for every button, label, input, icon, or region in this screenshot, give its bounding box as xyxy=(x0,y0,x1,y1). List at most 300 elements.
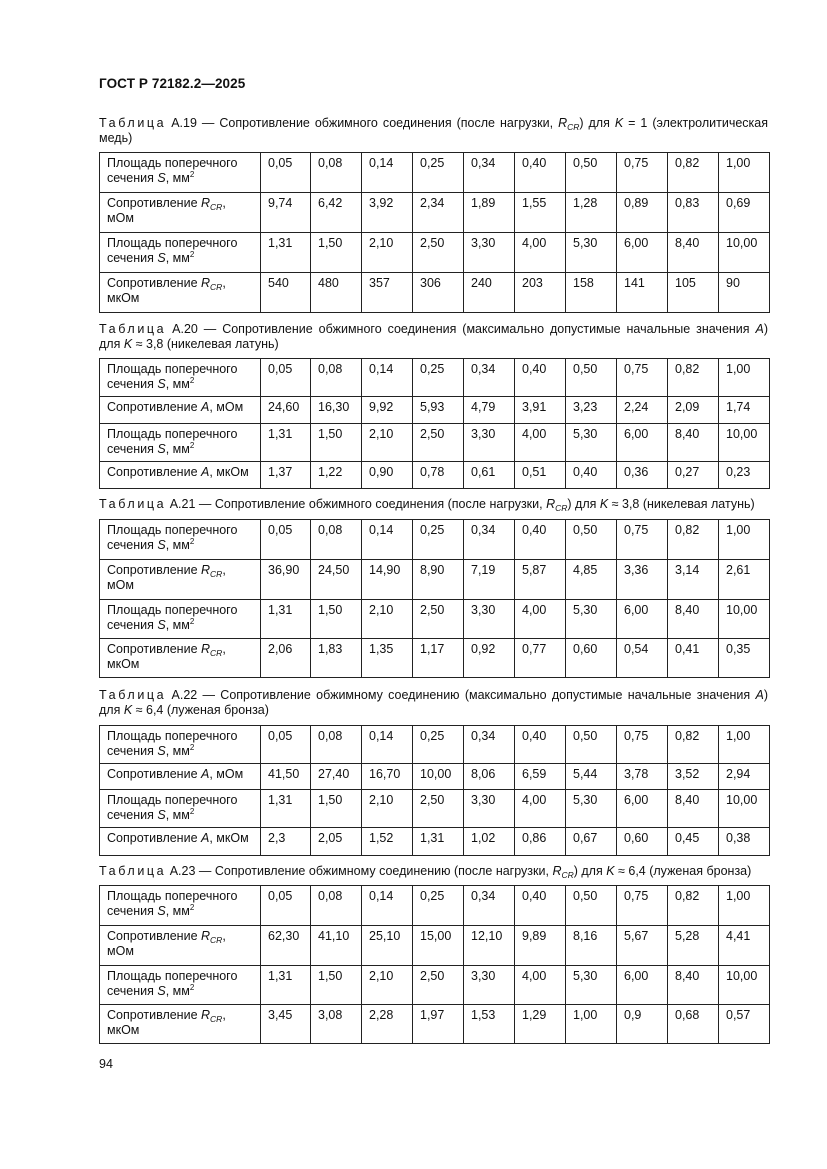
table-cell: 240 xyxy=(464,273,515,313)
table-cell: 1,89 xyxy=(464,193,515,233)
table-row xyxy=(100,359,770,397)
caption-text: ) для xyxy=(99,688,768,717)
table-cell: 4,00 xyxy=(515,966,566,1005)
table-cell: 0,40 xyxy=(515,359,566,397)
row-label-unit: , мм xyxy=(165,537,190,552)
row-label-superscript: 2 xyxy=(189,982,195,992)
row-label-text: Сопротивление xyxy=(107,563,201,577)
row-label-symbol: S xyxy=(157,743,166,758)
row-label xyxy=(100,726,261,764)
table-cell: 3,30 xyxy=(464,424,515,462)
table-cell: 0,05 xyxy=(261,153,311,193)
table-cell: 2,50 xyxy=(413,233,464,273)
row-label-text: Площадь поперечного сечения xyxy=(107,236,238,265)
table-cell: 0,40 xyxy=(515,153,566,193)
table-cell: 0,50 xyxy=(566,886,617,926)
table-cell: 2,10 xyxy=(362,966,413,1005)
row-label-symbol: R xyxy=(201,276,211,290)
table-cell: 2,09 xyxy=(668,397,719,424)
table-cell: 0,75 xyxy=(617,726,668,764)
table-cell: 357 xyxy=(362,273,413,313)
row-label-superscript: 2 xyxy=(189,169,195,179)
table-cell: 158 xyxy=(566,273,617,313)
table-cell: 1,50 xyxy=(311,233,362,273)
row-label-symbol: A xyxy=(201,400,210,414)
row-label-unit: , мм xyxy=(165,983,190,998)
table-cell: 3,52 xyxy=(668,764,719,790)
table-word: Таблица xyxy=(99,322,167,336)
table-cell: 4,41 xyxy=(719,926,770,966)
table-cell: 5,28 xyxy=(668,926,719,966)
row-label-symbol: R xyxy=(201,196,211,210)
table-cell: 2,50 xyxy=(413,600,464,639)
row-label-unit: , мкОм xyxy=(209,831,249,845)
row-label-superscript: 2 xyxy=(189,616,195,626)
table-cell: 3,23 xyxy=(566,397,617,424)
table-row xyxy=(100,560,770,600)
row-label-superscript: 2 xyxy=(189,806,195,816)
table-row xyxy=(100,828,770,856)
table-cell: 0,68 xyxy=(668,1005,719,1044)
table-number: А.21 xyxy=(169,497,196,511)
table-cell: 1,50 xyxy=(311,424,362,462)
table-cell: 105 xyxy=(668,273,719,313)
table-cell: 3,78 xyxy=(617,764,668,790)
row-label-text: Сопротивление xyxy=(107,465,201,479)
table-cell: 6,00 xyxy=(617,233,668,273)
row-label-symbol: A xyxy=(201,767,210,781)
row-label-symbol: A xyxy=(201,831,210,845)
table-cell: 0,67 xyxy=(566,828,617,856)
table-cell: 5,30 xyxy=(566,790,617,828)
table-cell: 1,74 xyxy=(719,397,770,424)
table-cell: 2,50 xyxy=(413,966,464,1005)
table-cell: 0,75 xyxy=(617,153,668,193)
data-table xyxy=(99,885,770,1044)
table-cell: 0,51 xyxy=(515,462,566,489)
table-cell: 0,50 xyxy=(566,359,617,397)
table-cell: 0,25 xyxy=(413,359,464,397)
table-cell: 0,82 xyxy=(668,886,719,926)
table-cell: 8,40 xyxy=(668,790,719,828)
row-label-text: Площадь поперечного сечения xyxy=(107,793,238,822)
table-cell: 1,52 xyxy=(362,828,413,856)
row-label-symbol: A xyxy=(201,465,210,479)
table-cell: 1,02 xyxy=(464,828,515,856)
table-cell: 10,00 xyxy=(719,966,770,1005)
table-row xyxy=(100,424,770,462)
table-cell: 1,00 xyxy=(719,726,770,764)
table-number: А.23 xyxy=(169,864,196,878)
row-label-unit: , мм xyxy=(165,617,190,632)
table-cell: 3,08 xyxy=(311,1005,362,1044)
row-label-symbol: R xyxy=(201,1008,211,1022)
row-label-unit: , мкОм xyxy=(107,642,226,671)
row-label xyxy=(100,560,261,600)
table-cell: 1,00 xyxy=(566,1005,617,1044)
table-cell: 0,34 xyxy=(464,726,515,764)
table-cell: 62,30 xyxy=(261,926,311,966)
caption-text: ) для xyxy=(99,322,768,351)
row-label-subscript: CR xyxy=(210,1014,223,1024)
row-label xyxy=(100,359,261,397)
row-label-symbol: S xyxy=(157,617,166,632)
table-cell: 0,50 xyxy=(566,726,617,764)
table-cell: 3,30 xyxy=(464,600,515,639)
table-caption xyxy=(99,497,768,512)
row-label-symbol: R xyxy=(201,929,211,943)
row-label-text: Сопротивление xyxy=(107,1008,201,1022)
row-label-symbol: S xyxy=(157,376,166,391)
table-cell: 0,77 xyxy=(515,639,566,678)
table-number: А.22 xyxy=(171,688,198,702)
table-cell: 3,30 xyxy=(464,790,515,828)
table-cell: 1,50 xyxy=(311,600,362,639)
table-cell: 6,59 xyxy=(515,764,566,790)
table-cell: 1,55 xyxy=(515,193,566,233)
table-cell: 0,40 xyxy=(566,462,617,489)
caption-text: — Сопротивление обжимному соединению (максимально допустимые начальные значения xyxy=(197,688,756,702)
table-cell: 0,23 xyxy=(719,462,770,489)
table-cell: 1,28 xyxy=(566,193,617,233)
document-header: ГОСТ Р 72182.2—2025 xyxy=(99,76,246,91)
table-cell: 2,10 xyxy=(362,424,413,462)
table-cell: 25,10 xyxy=(362,926,413,966)
table-cell: 0,54 xyxy=(617,639,668,678)
row-label xyxy=(100,273,261,313)
row-label-symbol: S xyxy=(157,250,166,265)
table-cell: 7,19 xyxy=(464,560,515,600)
caption-k-symbol: K xyxy=(123,337,133,351)
table-cell: 2,10 xyxy=(362,600,413,639)
table-cell: 0,05 xyxy=(261,726,311,764)
table-cell: 1,31 xyxy=(261,233,311,273)
table-cell: 0,92 xyxy=(464,639,515,678)
row-label-subscript: CR xyxy=(210,202,223,212)
row-label-text: Сопротивление xyxy=(107,196,201,210)
caption-text: ) для xyxy=(579,116,615,130)
data-table xyxy=(99,725,770,856)
caption-subscript: CR xyxy=(567,122,580,132)
row-label xyxy=(100,397,261,424)
row-label-unit: , мОм xyxy=(209,400,244,414)
caption-subscript: CR xyxy=(561,870,574,880)
table-cell: 3,30 xyxy=(464,233,515,273)
data-table xyxy=(99,152,770,313)
table-cell: 2,10 xyxy=(362,790,413,828)
row-label-text: Площадь поперечного сечения xyxy=(107,523,238,552)
table-row xyxy=(100,926,770,966)
table-cell: 480 xyxy=(311,273,362,313)
table-caption xyxy=(99,864,768,879)
row-label-text: Площадь поперечного сечения xyxy=(107,603,238,632)
row-label-subscript: CR xyxy=(210,569,223,579)
row-label-symbol: R xyxy=(201,642,211,656)
table-cell: 8,40 xyxy=(668,600,719,639)
table-cell: 2,94 xyxy=(719,764,770,790)
table-cell: 9,89 xyxy=(515,926,566,966)
row-label-unit: , мм xyxy=(165,441,190,456)
table-cell: 0,14 xyxy=(362,886,413,926)
table-cell: 1,00 xyxy=(719,153,770,193)
table-cell: 0,25 xyxy=(413,520,464,560)
caption-text: ≈ 3,8 (никелевая латунь) xyxy=(132,337,279,351)
table-cell: 27,40 xyxy=(311,764,362,790)
caption-symbol: A xyxy=(755,688,764,702)
row-label-superscript: 2 xyxy=(189,902,195,912)
table-cell: 2,50 xyxy=(413,424,464,462)
row-label-text: Площадь поперечного сечения xyxy=(107,362,238,391)
row-label-superscript: 2 xyxy=(189,536,195,546)
table-cell: 5,30 xyxy=(566,233,617,273)
table-cell: 1,31 xyxy=(261,790,311,828)
table-cell: 3,36 xyxy=(617,560,668,600)
table-row xyxy=(100,886,770,926)
row-label-unit: , мОм xyxy=(209,767,244,781)
table-cell: 41,50 xyxy=(261,764,311,790)
row-label-unit: , мм xyxy=(165,903,190,918)
table-cell: 0,35 xyxy=(719,639,770,678)
table-cell: 14,90 xyxy=(362,560,413,600)
table-cell: 36,90 xyxy=(261,560,311,600)
table-cell: 0,25 xyxy=(413,886,464,926)
table-cell: 2,06 xyxy=(261,639,311,678)
row-label-text: Сопротивление xyxy=(107,276,201,290)
table-cell: 4,85 xyxy=(566,560,617,600)
table-cell: 10,00 xyxy=(413,764,464,790)
row-label-unit: , мкОм xyxy=(209,465,249,479)
table-cell: 0,05 xyxy=(261,520,311,560)
row-label-text: Сопротивление xyxy=(107,831,201,845)
table-cell: 2,34 xyxy=(413,193,464,233)
caption-symbol: A xyxy=(755,322,764,336)
table-cell: 203 xyxy=(515,273,566,313)
row-label-text: Площадь поперечного сечения xyxy=(107,729,238,758)
row-label xyxy=(100,886,261,926)
row-label xyxy=(100,233,261,273)
table-cell: 4,00 xyxy=(515,233,566,273)
row-label xyxy=(100,153,261,193)
table-cell: 3,45 xyxy=(261,1005,311,1044)
table-cell: 90 xyxy=(719,273,770,313)
table-cell: 0,9 xyxy=(617,1005,668,1044)
table-cell: 15,00 xyxy=(413,926,464,966)
table-cell: 0,45 xyxy=(668,828,719,856)
table-cell: 0,38 xyxy=(719,828,770,856)
table-cell: 0,57 xyxy=(719,1005,770,1044)
table-cell: 0,40 xyxy=(515,886,566,926)
table-cell: 0,75 xyxy=(617,520,668,560)
table-cell: 6,00 xyxy=(617,600,668,639)
table-cell: 5,87 xyxy=(515,560,566,600)
table-cell: 4,00 xyxy=(515,424,566,462)
table-cell: 1,97 xyxy=(413,1005,464,1044)
table-cell: 3,30 xyxy=(464,966,515,1005)
row-label-unit: , мм xyxy=(165,170,190,185)
table-word: Таблица xyxy=(99,864,167,878)
table-cell: 1,00 xyxy=(719,359,770,397)
caption-subscript: CR xyxy=(555,503,568,513)
table-cell: 3,92 xyxy=(362,193,413,233)
caption-text: — Сопротивление обжимному соединению (после нагрузки, xyxy=(195,864,553,878)
table-cell: 0,36 xyxy=(617,462,668,489)
row-label-superscript: 2 xyxy=(189,440,195,450)
table-cell: 0,25 xyxy=(413,153,464,193)
table-cell: 1,53 xyxy=(464,1005,515,1044)
table-cell: 1,37 xyxy=(261,462,311,489)
table-cell: 0,05 xyxy=(261,359,311,397)
table-cell: 0,14 xyxy=(362,726,413,764)
table-cell: 0,82 xyxy=(668,153,719,193)
table-cell: 540 xyxy=(261,273,311,313)
caption-k-symbol: K xyxy=(614,116,624,130)
row-label-symbol: S xyxy=(157,537,166,552)
table-cell: 1,31 xyxy=(261,424,311,462)
table-cell: 0,34 xyxy=(464,520,515,560)
table-cell: 2,61 xyxy=(719,560,770,600)
table-cell: 5,44 xyxy=(566,764,617,790)
row-label-text: Площадь поперечного сечения xyxy=(107,969,238,998)
row-label-unit: , мм xyxy=(165,250,190,265)
row-label-text: Площадь поперечного сечения xyxy=(107,156,238,185)
row-label-text: Сопротивление xyxy=(107,767,201,781)
table-cell: 0,40 xyxy=(515,520,566,560)
table-cell: 0,69 xyxy=(719,193,770,233)
table-cell: 9,74 xyxy=(261,193,311,233)
table-cell: 1,50 xyxy=(311,966,362,1005)
table-cell: 6,00 xyxy=(617,790,668,828)
row-label-symbol: R xyxy=(201,563,211,577)
table-row xyxy=(100,600,770,639)
table-cell: 0,27 xyxy=(668,462,719,489)
row-label-text: Сопротивление xyxy=(107,929,201,943)
table-cell: 0,14 xyxy=(362,520,413,560)
caption-text: — Сопротивление обжимного соединения (после нагрузки, xyxy=(196,116,559,130)
table-cell: 1,31 xyxy=(261,966,311,1005)
row-label-unit: , мОм xyxy=(107,196,226,225)
table-cell: 10,00 xyxy=(719,424,770,462)
table-cell: 0,82 xyxy=(668,359,719,397)
row-label xyxy=(100,828,261,856)
table-cell: 9,92 xyxy=(362,397,413,424)
row-label-unit: , мм xyxy=(165,743,190,758)
caption-symbol: R xyxy=(552,864,562,878)
row-label-unit: , мм xyxy=(165,376,190,391)
table-cell: 0,40 xyxy=(515,726,566,764)
table-cell: 141 xyxy=(617,273,668,313)
caption-k-symbol: K xyxy=(599,497,609,511)
table-cell: 0,60 xyxy=(566,639,617,678)
table-cell: 0,25 xyxy=(413,726,464,764)
row-label-superscript: 2 xyxy=(189,742,195,752)
table-cell: 5,30 xyxy=(566,966,617,1005)
table-cell: 6,00 xyxy=(617,424,668,462)
row-label-unit: , мкОм xyxy=(107,1008,226,1037)
caption-text: ≈ 3,8 (никелевая латунь) xyxy=(608,497,755,511)
table-cell: 10,00 xyxy=(719,790,770,828)
table-cell: 0,50 xyxy=(566,153,617,193)
data-table xyxy=(99,519,770,678)
caption-text: — Сопротивление обжимного соединения (после нагрузки, xyxy=(195,497,547,511)
table-cell: 8,16 xyxy=(566,926,617,966)
table-cell: 0,90 xyxy=(362,462,413,489)
table-cell: 0,14 xyxy=(362,153,413,193)
row-label-superscript: 2 xyxy=(189,249,195,259)
row-label-symbol: S xyxy=(157,983,166,998)
table-cell: 2,50 xyxy=(413,790,464,828)
table-row xyxy=(100,193,770,233)
table-cell: 0,08 xyxy=(311,886,362,926)
table-row xyxy=(100,790,770,828)
table-row xyxy=(100,764,770,790)
table-cell: 0,34 xyxy=(464,153,515,193)
caption-k-symbol: K xyxy=(606,864,615,878)
table-cell: 0,75 xyxy=(617,359,668,397)
table-cell: 1,50 xyxy=(311,790,362,828)
row-label-symbol: S xyxy=(157,903,166,918)
table-cell: 5,93 xyxy=(413,397,464,424)
row-label-symbol: S xyxy=(157,170,166,185)
table-word: Таблица xyxy=(99,116,167,130)
caption-text: = 1 (электролитическая медь) xyxy=(99,116,768,145)
table-cell: 5,30 xyxy=(566,600,617,639)
row-label-text: Сопротивление xyxy=(107,642,201,656)
table-cell: 2,10 xyxy=(362,233,413,273)
table-cell: 1,31 xyxy=(261,600,311,639)
table-cell: 0,08 xyxy=(311,726,362,764)
table-cell: 8,90 xyxy=(413,560,464,600)
table-cell: 10,00 xyxy=(719,233,770,273)
row-label-text: Площадь поперечного сечения xyxy=(107,889,238,918)
table-row xyxy=(100,273,770,313)
page-number: 94 xyxy=(99,1057,113,1071)
table-cell: 0,78 xyxy=(413,462,464,489)
table-caption xyxy=(99,688,768,718)
table-cell: 10,00 xyxy=(719,600,770,639)
table-cell: 1,29 xyxy=(515,1005,566,1044)
table-cell: 0,82 xyxy=(668,520,719,560)
table-cell: 0,89 xyxy=(617,193,668,233)
table-cell: 3,14 xyxy=(668,560,719,600)
table-cell: 1,00 xyxy=(719,886,770,926)
row-label xyxy=(100,1005,261,1044)
table-cell: 4,00 xyxy=(515,790,566,828)
table-cell: 3,91 xyxy=(515,397,566,424)
row-label xyxy=(100,639,261,678)
table-cell: 16,30 xyxy=(311,397,362,424)
table-cell: 8,06 xyxy=(464,764,515,790)
caption-text: ) для xyxy=(567,497,600,511)
table-cell: 41,10 xyxy=(311,926,362,966)
table-cell: 1,22 xyxy=(311,462,362,489)
table-cell: 0,41 xyxy=(668,639,719,678)
table-row xyxy=(100,520,770,560)
row-label-unit: , мОм xyxy=(107,929,226,958)
table-word: Таблица xyxy=(99,497,167,511)
table-cell: 0,60 xyxy=(617,828,668,856)
row-label-text: Площадь поперечного сечения xyxy=(107,427,238,456)
table-cell: 4,79 xyxy=(464,397,515,424)
row-label-subscript: CR xyxy=(210,282,223,292)
row-label-text: Сопротивление xyxy=(107,400,201,414)
table-cell: 5,67 xyxy=(617,926,668,966)
table-cell: 4,00 xyxy=(515,600,566,639)
table-cell: 0,86 xyxy=(515,828,566,856)
table-cell: 0,75 xyxy=(617,886,668,926)
row-label xyxy=(100,193,261,233)
table-cell: 0,34 xyxy=(464,359,515,397)
table-cell: 1,00 xyxy=(719,520,770,560)
